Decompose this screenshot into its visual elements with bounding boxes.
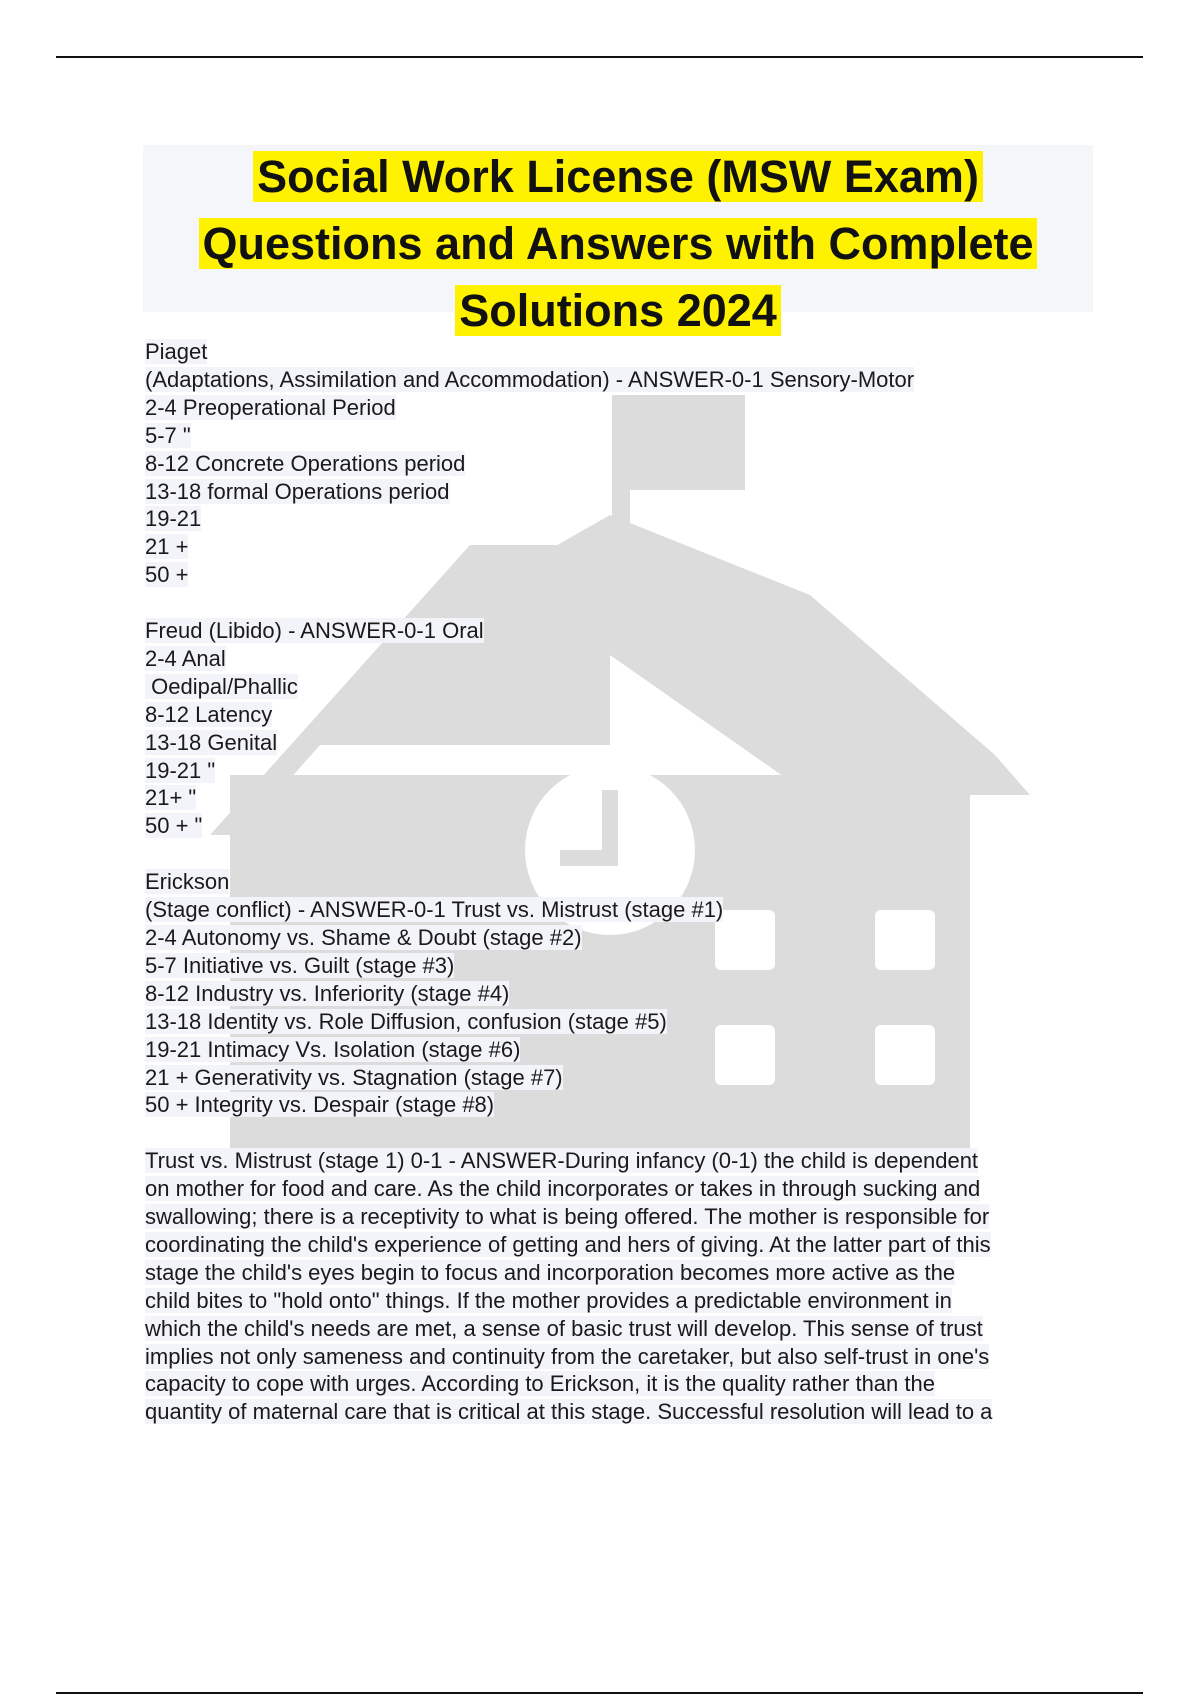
paragraph-line: which the child's needs are met, a sense of basic trust will develop. This sense of trust — [145, 1315, 983, 1341]
paragraph-line: on mother for food and care. As the child incorporates or takes in through sucking and — [145, 1176, 981, 1202]
section-line: 19-21 — [145, 506, 202, 532]
section-line: Freud (Libido) - ANSWER-0-1 Oral — [145, 618, 484, 644]
section-line: 13-18 formal Operations period — [145, 478, 450, 504]
title-line-1: Social Work License (MSW Exam) — [143, 149, 1093, 216]
erickson-section — [145, 868, 1085, 1119]
section-line: 5-7 Initiative vs. Guilt (stage #3) — [145, 952, 455, 978]
section-line: 50 + " — [145, 813, 203, 839]
paragraph-line: swallowing; there is a receptivity to what is being offered. The mother is responsible for — [145, 1204, 990, 1230]
section-line: 2-4 Autonomy vs. Shame & Doubt (stage #2) — [145, 925, 582, 950]
trust-vs-mistrust-paragraph — [145, 1147, 1085, 1426]
freud-section — [145, 617, 1085, 840]
paragraph-line: capacity to cope with urges. According to Erickson, it is the quality rather than the — [145, 1371, 935, 1397]
bottom-rule — [56, 1692, 1143, 1694]
section-line: 13-18 Identity vs. Role Diffusion, confusion (stage #5) — [145, 1008, 667, 1034]
section-line: 8-12 Industry vs. Inferiority (stage #4) — [145, 980, 510, 1006]
section-line: 2-4 Anal — [145, 645, 226, 671]
title-line-2: Questions and Answers with Complete — [143, 216, 1093, 283]
section-line: 21 + — [145, 534, 189, 560]
title-line-3: Solutions 2024 — [143, 283, 1093, 350]
section-line: 5-7 " — [145, 422, 191, 448]
document-body — [145, 338, 1085, 1454]
section-line: Erickson — [145, 869, 230, 895]
piaget-section — [145, 338, 1085, 589]
paragraph-line: implies not only sameness and continuity from the caretaker, but also self-trust in one's — [145, 1343, 990, 1369]
section-line: 21+ " — [145, 785, 197, 811]
section-line: 13-18 Genital — [145, 729, 278, 755]
section-line: 2-4 Preoperational Period — [145, 394, 396, 420]
section-line: Piaget — [145, 339, 208, 364]
section-line: (Adaptations, Assimilation and Accommodation) - ANSWER-0-1 Sensory-Motor — [145, 366, 915, 392]
paragraph-line: stage the child's eyes begin to focus and incorporation becomes more active as the — [145, 1259, 956, 1285]
section-line: (Stage conflict) - ANSWER-0-1 Trust vs. Mistrust (stage #1) — [145, 897, 724, 923]
top-rule — [56, 56, 1143, 58]
section-line: 50 + Integrity vs. Despair (stage #8) — [145, 1092, 495, 1118]
section-line: 50 + — [145, 562, 189, 588]
document-title — [143, 145, 1093, 336]
paragraph-line: quantity of maternal care that is critical at this stage. Successful resolution will lead to a — [145, 1399, 993, 1425]
section-line: 8-12 Concrete Operations period — [145, 450, 466, 476]
paragraph-line: child bites to "hold onto" things. If the mother provides a predictable environment in — [145, 1287, 952, 1313]
section-line: 19-21 " — [145, 757, 216, 783]
section-line: 21 + Generativity vs. Stagnation (stage #7) — [145, 1064, 563, 1090]
section-line: 19-21 Intimacy Vs. Isolation (stage #6) — [145, 1036, 521, 1062]
section-line: 8-12 Latency — [145, 701, 273, 727]
paragraph-line: Trust vs. Mistrust (stage 1) 0-1 - ANSWER-During infancy (0-1) the child is dependent — [145, 1148, 979, 1174]
section-line: Oedipal/Phallic — [145, 673, 298, 699]
paragraph-line: coordinating the child's experience of getting and hers of giving. At the latter part of this — [145, 1231, 991, 1257]
